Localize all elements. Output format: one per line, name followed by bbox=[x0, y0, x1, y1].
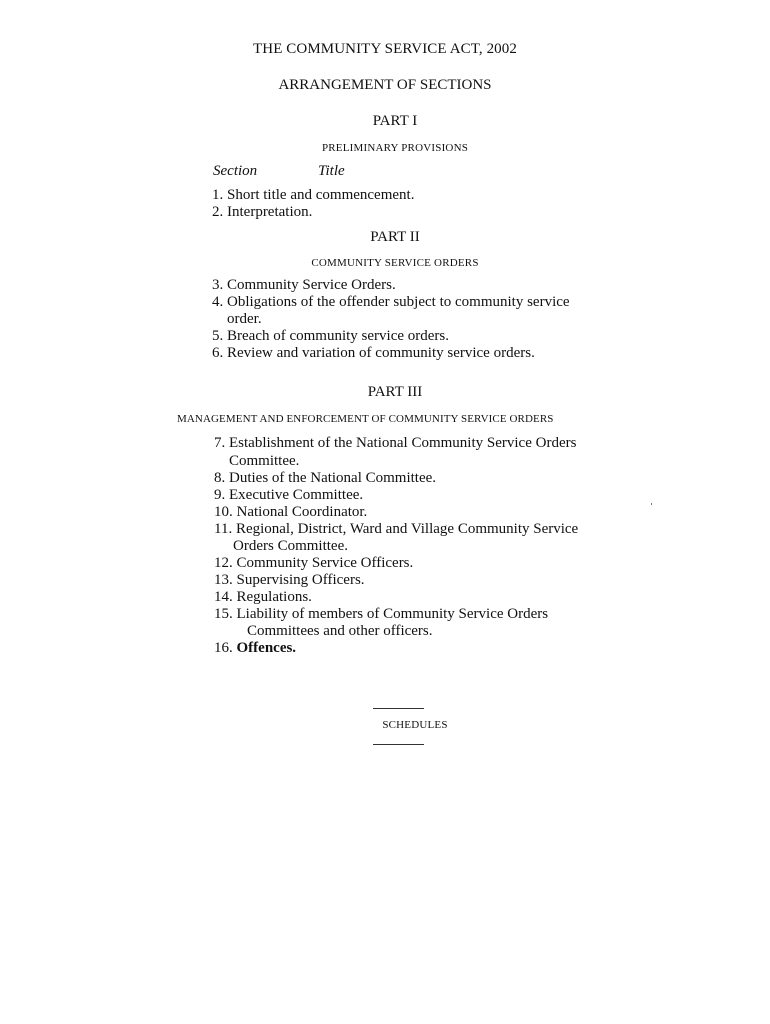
section-item-continuation: Committee. bbox=[229, 453, 300, 469]
section-item: 14. Regulations. bbox=[214, 589, 312, 605]
section-item bbox=[214, 640, 296, 657]
column-header-section: Section bbox=[213, 163, 258, 179]
section-item: 4. Obligations of the offender subject to community service bbox=[212, 294, 570, 310]
section-item: 12. Community Service Officers. bbox=[214, 555, 414, 571]
document-title: THE COMMUNITY SERVICE ACT, 2002 bbox=[253, 41, 517, 57]
section-item: 7. Establishment of the National Community Service Orders bbox=[214, 435, 577, 451]
section-item: 9. Executive Committee. bbox=[214, 487, 364, 503]
section-item: 2. Interpretation. bbox=[212, 204, 313, 220]
section-item-continuation: Committees and other officers. bbox=[247, 623, 433, 639]
section-item: 6. Review and variation of community service orders. bbox=[212, 345, 535, 361]
section-item: 11. Regional, District, Ward and Village Community Service bbox=[214, 521, 579, 537]
rule-line bbox=[373, 708, 424, 709]
part-subheading: MANAGEMENT AND ENFORCEMENT OF COMMUNITY SERVICE ORDERS bbox=[177, 413, 554, 425]
section-item: 5. Breach of community service orders. bbox=[212, 328, 450, 344]
scan-speck bbox=[651, 503, 652, 505]
part-heading: PART I bbox=[372, 113, 418, 129]
column-header-title: Title bbox=[318, 163, 345, 179]
schedules-label: SCHEDULES bbox=[382, 719, 448, 731]
section-item-continuation: Orders Committee. bbox=[233, 538, 348, 554]
section-item: 1. Short title and commencement. bbox=[212, 187, 415, 203]
section-number: 16. bbox=[214, 640, 233, 656]
section-title-bold: Offences. bbox=[236, 640, 297, 656]
section-item: 15. Liability of members of Community Service Orders bbox=[214, 606, 549, 622]
part-subheading: COMMUNITY SERVICE ORDERS bbox=[311, 257, 479, 269]
part-subheading: PRELIMINARY PROVISIONS bbox=[321, 142, 469, 154]
arrangement-heading: ARRANGEMENT OF SECTIONS bbox=[278, 77, 492, 93]
part-heading: PART III bbox=[367, 384, 423, 400]
part-heading: PART II bbox=[370, 229, 420, 245]
section-item: 10. National Coordinator. bbox=[214, 504, 368, 520]
rule-line bbox=[373, 744, 424, 745]
section-item: 13. Supervising Officers. bbox=[214, 572, 365, 588]
section-item: 3. Community Service Orders. bbox=[212, 277, 396, 293]
section-item: 8. Duties of the National Committee. bbox=[214, 470, 437, 486]
section-item-continuation: order. bbox=[227, 311, 262, 327]
